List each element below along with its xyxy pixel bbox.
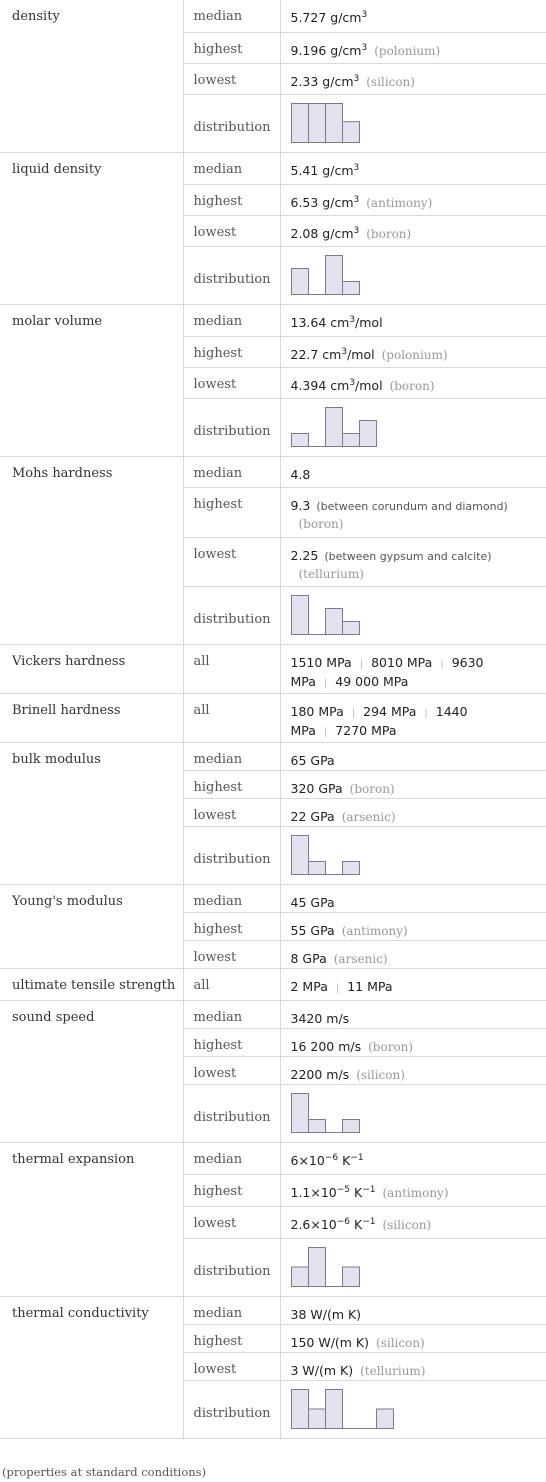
stat-label: highest xyxy=(183,32,280,63)
value-text: 2200 m/s xyxy=(290,1066,350,1082)
value-unit-exponent: −1 xyxy=(362,1216,376,1227)
table-row xyxy=(0,1000,546,1028)
value-item: 294 MPa xyxy=(363,703,417,719)
stat-value xyxy=(280,0,546,32)
value-text: 2.08 g/cm xyxy=(290,225,354,241)
distribution-histogram xyxy=(291,595,361,636)
distribution-histogram xyxy=(291,255,361,296)
value-exponent: 3 xyxy=(341,346,348,357)
value-text: 4.8 xyxy=(290,466,311,482)
stat-label: lowest xyxy=(183,1206,280,1238)
value-exponent: 3 xyxy=(353,225,360,236)
stat-value xyxy=(280,1352,546,1380)
value-note: (polonium) xyxy=(374,43,441,58)
histogram-bar xyxy=(325,407,342,446)
stat-label: all xyxy=(183,968,280,1000)
stat-value xyxy=(280,884,546,912)
stat-value xyxy=(280,770,546,798)
value-exponent: 3 xyxy=(353,73,360,84)
value-unit: K xyxy=(350,1216,363,1232)
stat-value xyxy=(280,693,546,742)
histogram-bar xyxy=(342,1119,359,1132)
value-exponent: −6 xyxy=(336,1216,351,1227)
value-subnote: (between corundum and diamond) xyxy=(316,499,508,513)
histogram-bar xyxy=(325,608,342,634)
stat-label: highest xyxy=(183,912,280,940)
value-note: (antimony) xyxy=(341,923,408,938)
distribution-histogram xyxy=(291,1389,395,1430)
stat-value xyxy=(280,184,546,215)
stat-value xyxy=(280,1000,546,1028)
histogram-bar xyxy=(342,281,359,294)
value-exponent: −6 xyxy=(324,1152,339,1163)
histogram-bar xyxy=(325,255,342,294)
stat-label: distribution xyxy=(183,1380,280,1438)
value-exponent: 3 xyxy=(361,9,368,20)
stat-label: median xyxy=(183,152,280,184)
table-row xyxy=(0,152,546,184)
separator: | xyxy=(323,726,328,738)
stat-label: all xyxy=(183,693,280,742)
value-note: (antimony) xyxy=(366,195,433,210)
histogram-bar xyxy=(342,121,359,142)
stat-label: distribution xyxy=(183,1238,280,1296)
stat-value xyxy=(280,1142,546,1174)
stat-value xyxy=(280,1324,546,1352)
histogram-bar xyxy=(308,861,325,874)
separator: | xyxy=(424,707,428,719)
value-text: 3420 m/s xyxy=(290,1010,350,1026)
property-name: liquid density xyxy=(0,152,183,304)
value-exponent: 3 xyxy=(353,194,360,205)
stat-label: highest xyxy=(183,770,280,798)
stat-label: median xyxy=(183,1296,280,1324)
stat-value xyxy=(280,537,546,586)
stat-value xyxy=(280,912,546,940)
separator: | xyxy=(440,658,444,670)
value-item: 8010 MPa xyxy=(371,654,433,670)
separator: | xyxy=(335,982,340,994)
stat-label: highest xyxy=(183,1324,280,1352)
stat-label: lowest xyxy=(183,215,280,246)
table-row xyxy=(0,693,546,742)
stat-label: median xyxy=(183,742,280,770)
separator: | xyxy=(323,677,328,689)
property-name: density xyxy=(0,0,183,152)
stat-label: lowest xyxy=(183,367,280,398)
value-item: 11 MPa xyxy=(347,978,393,994)
value-note: (arsenic) xyxy=(341,809,396,824)
value-text: 65 GPa xyxy=(290,752,335,768)
histogram-bar xyxy=(291,1267,308,1287)
histogram-bar xyxy=(291,1389,308,1428)
stat-label: highest xyxy=(183,1174,280,1206)
stat-label: all xyxy=(183,644,280,693)
histogram-bar xyxy=(291,268,308,294)
distribution-histogram xyxy=(291,103,361,144)
value-text: 6×10 xyxy=(290,1152,325,1168)
stat-value xyxy=(280,644,546,693)
value-text: 5.41 g/cm xyxy=(290,162,354,178)
table-row xyxy=(0,884,546,912)
value-unit: K xyxy=(338,1152,351,1168)
value-note: (boron) xyxy=(366,226,412,241)
stat-value xyxy=(280,152,546,184)
value-text: 22 GPa xyxy=(290,808,335,824)
table-row xyxy=(0,644,546,693)
stat-label: median xyxy=(183,0,280,32)
stat-label: lowest xyxy=(183,940,280,968)
stat-value xyxy=(280,336,546,367)
stat-label: lowest xyxy=(183,1056,280,1084)
value-unit: /mol xyxy=(347,346,375,362)
value-text: 6.53 g/cm xyxy=(290,194,354,210)
histogram-bar xyxy=(359,420,376,446)
histogram-bar xyxy=(325,103,342,142)
property-name: ultimate tensile strength xyxy=(0,968,183,1000)
value-unit-exponent: −1 xyxy=(362,1184,376,1195)
value-note: (boron) xyxy=(298,516,344,531)
table-row xyxy=(0,456,546,487)
stat-label: distribution xyxy=(183,246,280,304)
stat-value xyxy=(280,367,546,398)
stat-label: lowest xyxy=(183,798,280,826)
stat-value xyxy=(280,1238,546,1296)
value-note: (arsenic) xyxy=(333,951,388,966)
distribution-histogram xyxy=(291,1247,361,1288)
value-text: 5.727 g/cm xyxy=(290,10,362,25)
value-note: (antimony) xyxy=(382,1185,449,1200)
property-name: bulk modulus xyxy=(0,742,183,884)
stat-value xyxy=(280,94,546,152)
value-note: (boron) xyxy=(389,378,435,393)
value-subnote: (between gypsum and calcite) xyxy=(324,549,492,563)
property-name: Vickers hardness xyxy=(0,644,183,693)
value-unit: /mol xyxy=(355,377,383,393)
histogram-bar xyxy=(308,103,325,142)
property-name: sound speed xyxy=(0,1000,183,1142)
stat-value xyxy=(280,1380,546,1438)
distribution-histogram xyxy=(291,407,378,448)
histogram-bar xyxy=(308,1409,325,1429)
property-name: molar volume xyxy=(0,304,183,456)
table-row xyxy=(0,1296,546,1324)
value-note: (silicon) xyxy=(382,1217,432,1232)
value-note: (silicon) xyxy=(356,1067,405,1082)
stat-label: highest xyxy=(183,336,280,367)
histogram-bar xyxy=(325,1389,342,1428)
table-row xyxy=(0,742,546,770)
value-text: 4.394 cm xyxy=(290,377,350,393)
value-exponent: 3 xyxy=(361,42,368,53)
value-text: 22.7 cm xyxy=(290,346,342,362)
value-note: (boron) xyxy=(349,781,395,796)
value-text: 3 W/(m K) xyxy=(290,1362,354,1378)
value-text: 45 GPa xyxy=(290,894,335,910)
stat-label: lowest xyxy=(183,1352,280,1380)
value-note: (silicon) xyxy=(376,1335,425,1350)
stat-value xyxy=(280,32,546,63)
value-text: 2.6×10 xyxy=(290,1216,337,1232)
stat-label: highest xyxy=(183,487,280,537)
table-row xyxy=(0,304,546,336)
stat-label: median xyxy=(183,1000,280,1028)
distribution-histogram xyxy=(291,1093,361,1134)
separator: | xyxy=(351,707,356,719)
table-row xyxy=(0,1142,546,1174)
value-exponent: 3 xyxy=(353,162,360,173)
stat-value xyxy=(280,798,546,826)
stat-value xyxy=(280,1028,546,1056)
stat-value xyxy=(280,1206,546,1238)
stat-value xyxy=(280,215,546,246)
stat-label: highest xyxy=(183,1028,280,1056)
property-name: thermal conductivity xyxy=(0,1296,183,1438)
value-note: (tellurium) xyxy=(298,566,364,581)
histogram-bar xyxy=(308,1247,325,1286)
stat-value xyxy=(280,304,546,336)
footer-note: (properties at standard conditions) xyxy=(2,1465,207,1479)
value-note: (polonium) xyxy=(381,347,448,362)
stat-label: median xyxy=(183,304,280,336)
stat-label: median xyxy=(183,1142,280,1174)
value-text: 55 GPa xyxy=(290,922,335,938)
stat-label: highest xyxy=(183,184,280,215)
histogram-bar xyxy=(291,1093,308,1132)
histogram-bar xyxy=(342,1267,359,1287)
table-row xyxy=(0,968,546,1000)
stat-label: distribution xyxy=(183,826,280,884)
value-note: (tellurium) xyxy=(360,1363,426,1378)
stat-value xyxy=(280,246,546,304)
stat-value xyxy=(280,968,546,1000)
stat-value xyxy=(280,456,546,487)
distribution-histogram xyxy=(291,835,361,876)
value-item: 1440 MPa xyxy=(290,703,468,738)
table-row xyxy=(0,0,546,32)
value-note: (boron) xyxy=(368,1039,414,1054)
stat-value xyxy=(280,742,546,770)
value-note: (silicon) xyxy=(366,74,415,89)
value-unit: K xyxy=(350,1184,363,1200)
stat-value xyxy=(280,586,546,644)
value-exponent: 3 xyxy=(349,377,356,388)
stat-label: distribution xyxy=(183,398,280,456)
stat-label: distribution xyxy=(183,94,280,152)
histogram-bar xyxy=(308,1119,325,1132)
value-item: 1510 MPa xyxy=(290,654,352,670)
value-item: 2 MPa xyxy=(290,978,328,994)
histogram-bar xyxy=(291,433,308,446)
value-text: 9.3 xyxy=(290,497,311,513)
stat-value xyxy=(280,1084,546,1142)
value-text: 1.1×10 xyxy=(290,1184,337,1200)
value-exponent: −5 xyxy=(336,1184,351,1195)
stat-value xyxy=(280,826,546,884)
value-text: 320 GPa xyxy=(290,780,343,796)
value-item: 180 MPa xyxy=(290,703,344,719)
value-item: 9630 MPa xyxy=(290,654,484,689)
stat-label: distribution xyxy=(183,586,280,644)
value-unit: /mol xyxy=(355,314,383,330)
value-exponent: 3 xyxy=(349,314,356,325)
stat-value xyxy=(280,1174,546,1206)
value-item: 49 000 MPa xyxy=(335,673,409,689)
property-name: Mohs hardness xyxy=(0,456,183,644)
stat-label: lowest xyxy=(183,537,280,586)
stat-label: lowest xyxy=(183,63,280,94)
stat-value xyxy=(280,398,546,456)
value-text: 2.33 g/cm xyxy=(290,73,354,89)
value-text: 16 200 m/s xyxy=(290,1038,362,1054)
histogram-bar xyxy=(291,835,308,874)
value-text: 9.196 g/cm xyxy=(290,42,362,58)
property-name: thermal expansion xyxy=(0,1142,183,1296)
value-text: 2.25 xyxy=(290,547,319,563)
stat-label: median xyxy=(183,456,280,487)
separator: | xyxy=(359,658,364,670)
histogram-bar xyxy=(342,621,359,634)
value-item: 7270 MPa xyxy=(335,722,397,738)
value-text: 13.64 cm xyxy=(290,314,350,330)
histogram-bar xyxy=(342,433,359,446)
stat-value xyxy=(280,1056,546,1084)
value-text: 150 W/(m K) xyxy=(290,1334,370,1350)
stat-value xyxy=(280,940,546,968)
histogram-bar xyxy=(342,861,359,874)
histogram-bar xyxy=(376,1409,393,1429)
stat-value xyxy=(280,1296,546,1324)
stat-label: distribution xyxy=(183,1084,280,1142)
histogram-bar xyxy=(291,595,308,634)
stat-value xyxy=(280,487,546,537)
value-text: 8 GPa xyxy=(290,950,327,966)
stat-value xyxy=(280,63,546,94)
stat-label: median xyxy=(183,884,280,912)
value-text: 38 W/(m K) xyxy=(290,1306,362,1322)
property-name: Brinell hardness xyxy=(0,693,183,742)
value-unit-exponent: −1 xyxy=(350,1152,364,1163)
histogram-bar xyxy=(291,103,308,142)
property-name: Young's modulus xyxy=(0,884,183,968)
